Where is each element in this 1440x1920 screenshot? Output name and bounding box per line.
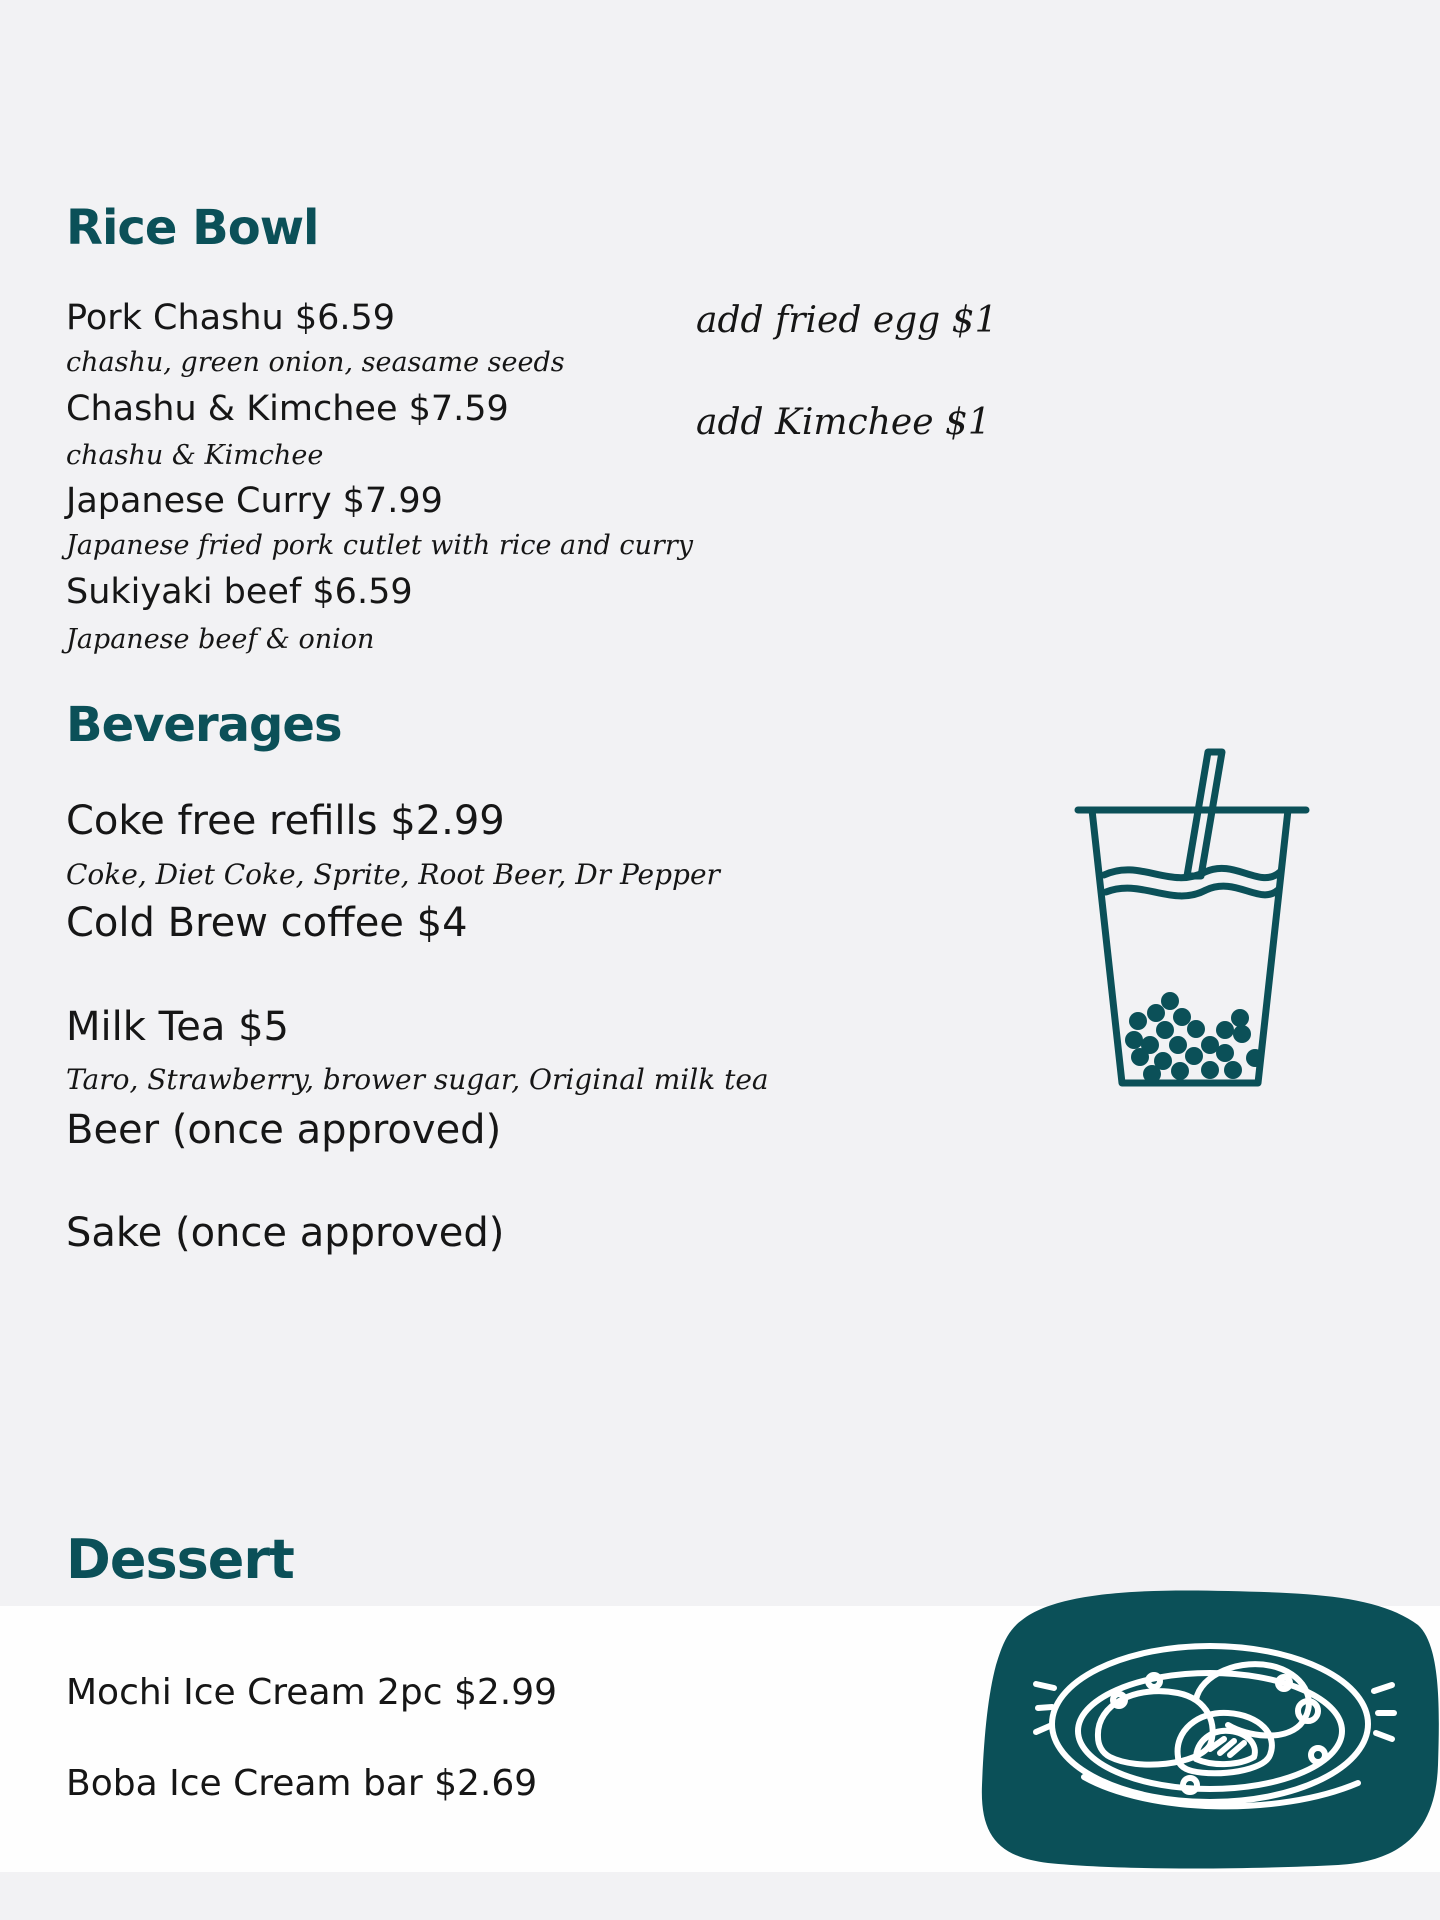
menu-item-name: Beer (once approved) <box>66 1107 502 1153</box>
menu-item-name: Milk Tea $5 <box>66 1004 289 1050</box>
menu-item-name: Boba Ice Cream bar $2.69 <box>66 1763 538 1804</box>
menu-item-description: Taro, Strawberry, brower sugar, Original milk tea <box>66 1063 769 1096</box>
menu-item-name: Chashu & Kimchee $7.59 <box>66 389 509 429</box>
menu-item-name: Pork Chashu $6.59 <box>66 298 396 338</box>
menu-item-description: chashu & Kimchee <box>66 440 324 471</box>
boba-tea-cup-icon <box>1070 740 1320 1090</box>
menu-item-description: Coke, Diet Coke, Sprite, Root Beer, Dr Pepper <box>66 858 720 891</box>
menu-item-name: Sukiyaki beef $6.59 <box>66 572 413 612</box>
menu-item-name: Sake (once approved) <box>66 1210 505 1256</box>
dessert-heading: Dessert <box>66 1528 294 1591</box>
menu-item-description: Japanese beef & onion <box>66 624 375 655</box>
menu-item-name: Cold Brew coffee $4 <box>66 900 468 946</box>
menu-item-name: Mochi Ice Cream 2pc $2.99 <box>66 1672 558 1713</box>
menu-item-name: Coke free refills $2.99 <box>66 798 505 844</box>
menu-item-description: chashu, green onion, seasame seeds <box>66 347 565 378</box>
menu-item-name: Japanese Curry $7.99 <box>66 481 443 521</box>
addon-fried-egg: add fried egg $1 <box>696 300 998 341</box>
mochi-plate-icon <box>978 1585 1440 1870</box>
addon-kimchee: add Kimchee $1 <box>696 402 991 443</box>
beverages-heading: Beverages <box>66 697 342 753</box>
rice-bowl-heading: Rice Bowl <box>66 200 319 256</box>
menu-item-description: Japanese fried pork cutlet with rice and curry <box>66 530 693 561</box>
